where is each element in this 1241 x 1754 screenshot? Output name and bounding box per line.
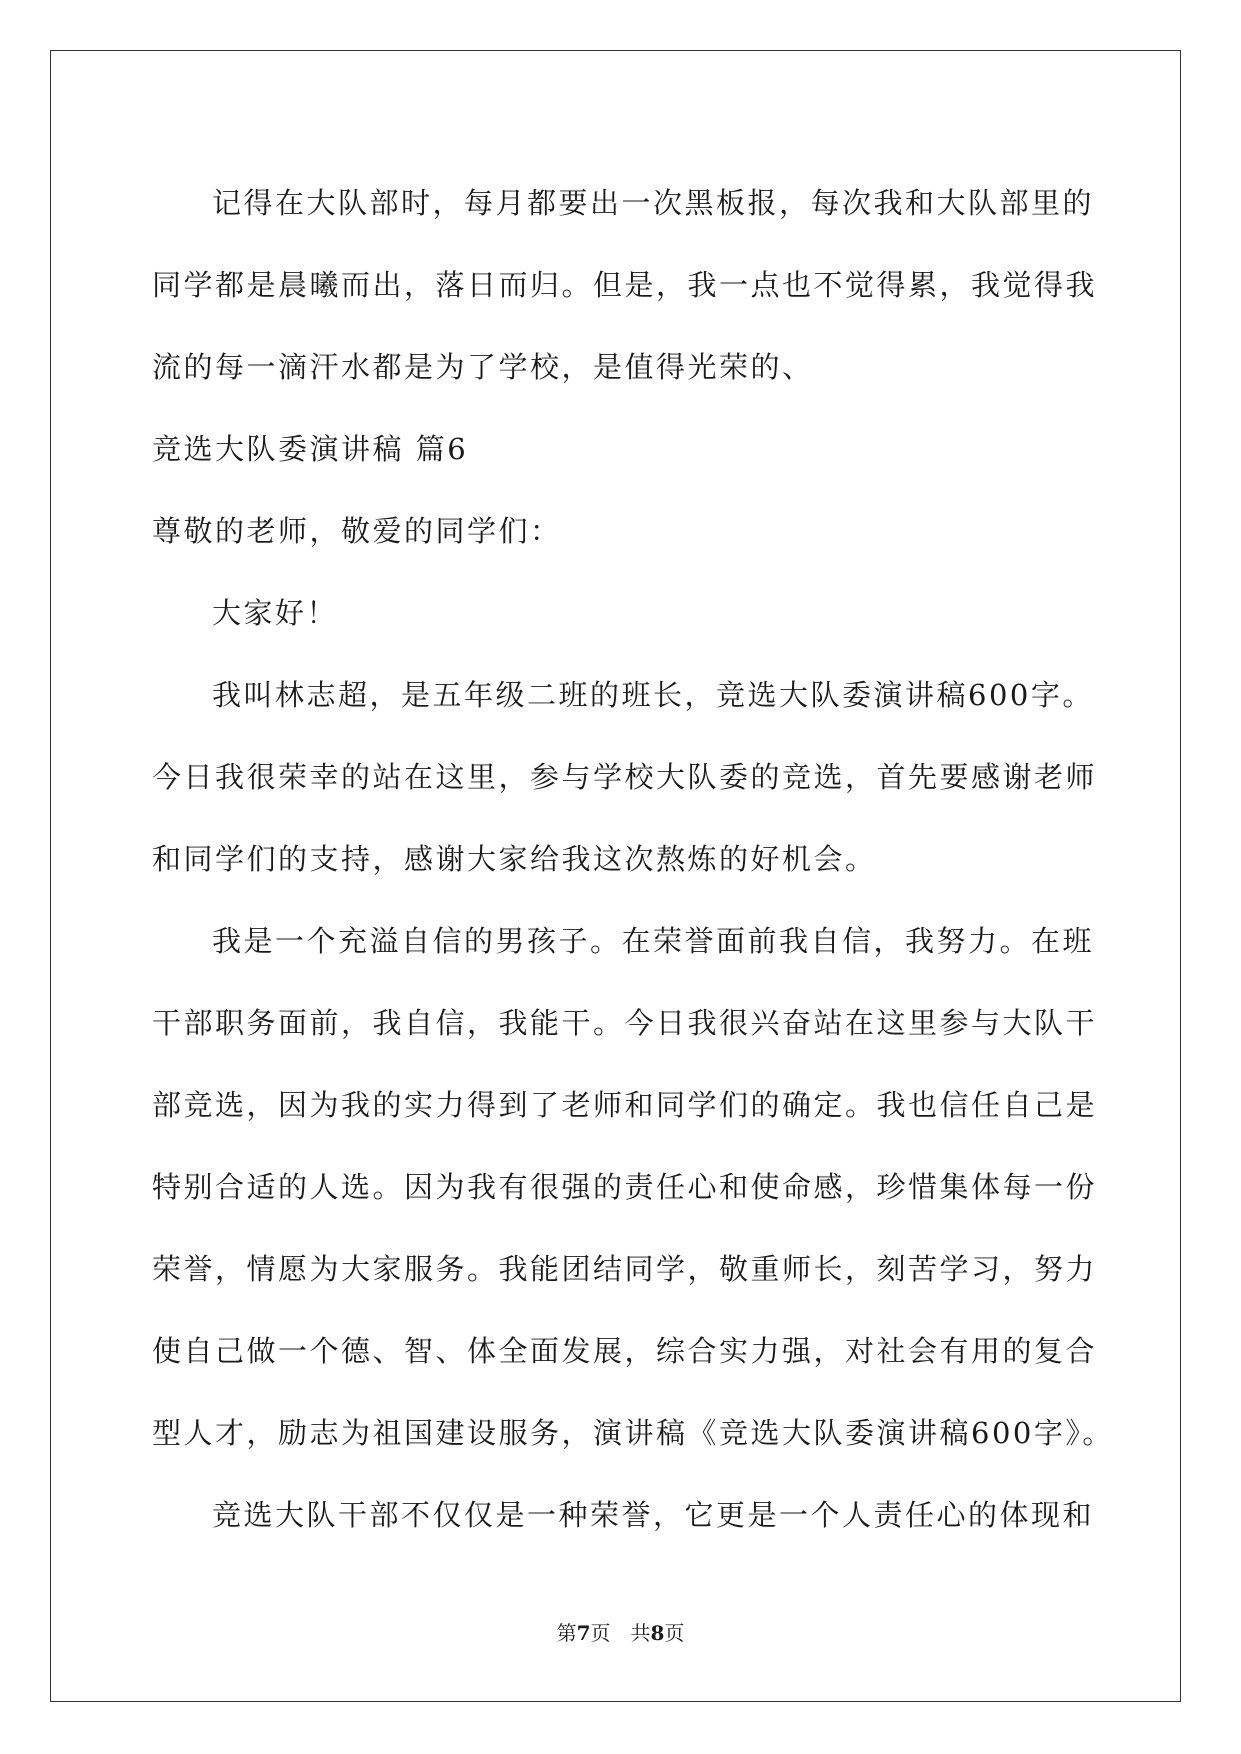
text-line: 今日我很荣幸的站在这里，参与学校大队委的竞选，首先要感谢老师 — [152, 760, 1098, 794]
text-line: 部竞选，因为我的实力得到了老师和同学们的确定。我也信任自己是 — [152, 1088, 1098, 1122]
text-line: 竞选大队干部不仅仅是一种荣誉，它更是一个人责任心的体现和 — [212, 1498, 1095, 1532]
text-line: 流的每一滴汗水都是为了学校，是值得光荣的、 — [152, 350, 814, 384]
text-line: 记得在大队部时，每月都要出一次黑板报，每次我和大队部里的 — [212, 186, 1095, 220]
text-line: 同学都是晨曦而出，落日而归。但是，我一点也不觉得累，我觉得我 — [152, 268, 1098, 302]
page-footer — [0, 1617, 1241, 1646]
text-line: 我叫林志超，是五年级二班的班长，竞选大队委演讲稿600字。 — [212, 678, 1094, 712]
text-line: 干部职务面前，我自信，我能干。今日我很兴奋站在这里参与大队干 — [152, 1006, 1098, 1040]
text-line: 荣誉，情愿为大家服务。我能团结同学，敬重师长，刻苦学习，努力 — [152, 1252, 1098, 1286]
page-mid: 页 共 — [590, 1621, 651, 1645]
page-suffix: 页 — [664, 1621, 685, 1645]
section-heading: 竞选大队委演讲稿 篇6 — [152, 432, 469, 466]
greeting: 大家好！ — [212, 596, 339, 630]
text-line: 和同学们的支持，感谢大家给我这次熬炼的好机会。 — [152, 842, 877, 876]
salutation: 尊敬的老师，敬爱的同学们： — [152, 514, 562, 548]
text-line: 特别合适的人选。因为我有很强的责任心和使命感，珍惜集体每一份 — [152, 1170, 1098, 1204]
page-prefix: 第 — [556, 1621, 577, 1645]
page-total: 8 — [650, 1621, 665, 1645]
text-line: 我是一个充溢自信的男孩子。在荣誉面前我自信，我努力。在班 — [212, 924, 1095, 958]
page-current: 7 — [576, 1621, 591, 1645]
text-line: 型人才，励志为祖国建设服务，演讲稿《竞选大队委演讲稿600字》。 — [152, 1416, 1114, 1450]
document-body — [152, 162, 1114, 1556]
text-line: 使自己做一个德、智、体全面发展，综合实力强，对社会有用的复合 — [152, 1334, 1098, 1368]
